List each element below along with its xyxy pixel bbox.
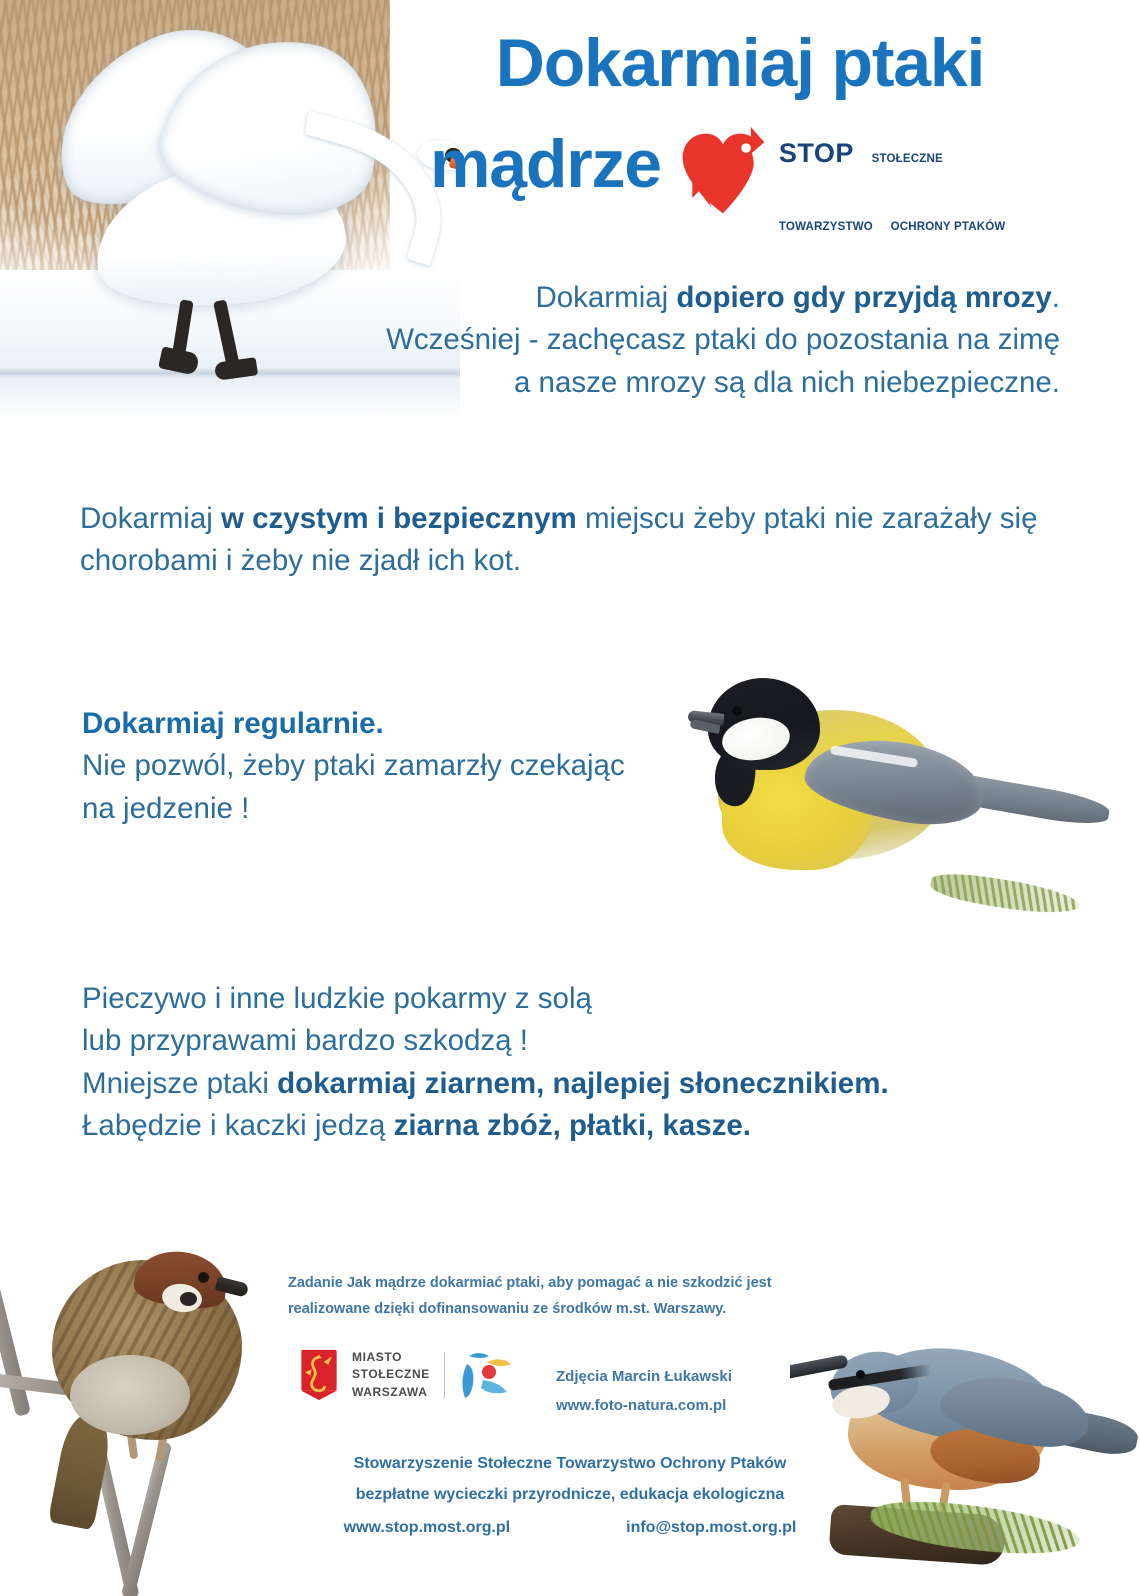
website-link[interactable]: www.stop.most.org.pl	[343, 1519, 511, 1537]
para1-line3: a nasze mrozy są dla nich niebezpieczne.	[513, 365, 1060, 399]
sponsor-yellow-swoosh	[487, 1359, 511, 1366]
para4-line3	[82, 1063, 1052, 1105]
funding-line-2: realizowane dzięki dofinansowaniu ze środków m.st. Warszawy.	[288, 1301, 727, 1318]
para4-line4-bold: ziarna zbóż, płatki, kasze.	[393, 1109, 751, 1143]
para3-line1: Nie pozwól, żeby ptaki	[82, 749, 376, 783]
warsaw-line-3: WARSZAWA	[352, 1384, 428, 1399]
para2-line1	[80, 502, 685, 535]
paragraph-when-to-feed	[300, 277, 1060, 404]
email-link[interactable]: info@stop.most.org.pl	[626, 1519, 797, 1537]
branch-lower-right	[121, 1441, 172, 1596]
sparrow-eye	[198, 1272, 209, 1283]
para1-line1-pre: Dokarmiaj	[535, 281, 677, 314]
heart-shape	[683, 127, 765, 213]
para1-line1-post: .	[1051, 281, 1060, 314]
para3-heading: Dokarmiaj regularnie.	[82, 707, 384, 740]
para4-line4	[82, 1105, 1052, 1147]
warsaw-coat-of-arms-icon	[300, 1349, 338, 1401]
paragraph-feed-regularly	[82, 703, 642, 830]
photo-credit-url[interactable]: www.foto-natura.com.pl	[556, 1397, 727, 1415]
organisation-name: Stowarzyszenie Stołeczne Towarzystwo Ochrony Ptaków	[353, 1455, 787, 1472]
para3-line2: zamarzły czekając na jedzenie !	[82, 749, 625, 825]
sponsor-blue-swoosh	[469, 1353, 489, 1358]
nuthatch-eye	[856, 1370, 865, 1379]
para4-line3-pre: Mniejsze ptaki	[82, 1066, 278, 1100]
para2-line1-pre: Dokarmiaj	[80, 502, 221, 535]
title-line-1: Dokarmiaj ptaki	[495, 25, 985, 101]
para2-line1-bold: w czystym i bezpiecznym	[220, 502, 577, 535]
tit-moss-twig	[929, 868, 1082, 919]
logo-stop-text: STOP	[778, 137, 854, 168]
para1-line1	[300, 277, 1060, 319]
sponsor-red-dot	[482, 1365, 496, 1379]
sponsor-light-blue-form	[481, 1380, 507, 1393]
sponsor-logo-icon	[459, 1348, 515, 1402]
title-line-2-row	[430, 97, 1050, 233]
logo-subtitle-line-2: TOWARZYSTWO	[778, 220, 873, 233]
para1-line2: Wcześniej - zachęcasz ptaki do pozostania na zimę	[386, 323, 1060, 357]
organisation-tagline: bezpłatne wycieczki przyrodnicze, edukacja ekologiczna	[355, 1486, 785, 1504]
paragraph-what-to-feed	[82, 978, 1052, 1148]
sponsor-blue-form	[462, 1364, 473, 1398]
para4-line4-pre: Łabędzie i kaczki jedzą	[82, 1109, 394, 1143]
logo-subtitle-line-1: STOŁECZNE	[871, 152, 943, 165]
logo-divider	[444, 1352, 445, 1398]
title-line-2: mądrze	[430, 126, 661, 203]
poster-title	[430, 25, 1050, 233]
warsaw-line-2: STOŁECZNE	[352, 1367, 430, 1382]
logo-subtitle-line-3: OCHRONY PTAKÓW	[890, 220, 1006, 233]
para2-line1-post: miejscu	[576, 502, 685, 535]
logo-wordmark	[779, 105, 1050, 241]
stop-logo	[675, 105, 1050, 241]
heart-bird-icon	[675, 125, 771, 221]
paragraph-clean-safe-place	[80, 498, 1040, 583]
bird-eye	[741, 143, 751, 153]
warsaw-line-1: MIASTO	[352, 1350, 403, 1365]
sparrow-cheek-spot	[180, 1292, 197, 1306]
funding-line-1: Zadanie Jak mądrze dokarmiać ptaki, aby pomagać a nie szkodzić jest	[288, 1275, 772, 1291]
crest-shield-point	[301, 1391, 336, 1400]
para1-line1-bold: dopiero gdy przyjdą mrozy	[676, 281, 1052, 314]
para4-line3-bold: dokarmiaj ziarnem, najlepiej słonecznikiem.	[277, 1066, 889, 1100]
great-tit-photo	[660, 650, 1120, 950]
contact-links	[200, 1512, 940, 1543]
para2-line2: żeby ptaki nie zarażały się chorobami i żeby nie zjadł ich kot.	[80, 502, 1038, 578]
tit-eye	[732, 706, 742, 716]
funding-note	[288, 1270, 818, 1323]
para4-line1: Pieczywo i inne ludzkie pokarmy z solą	[82, 982, 592, 1015]
sparrow-belly	[70, 1355, 190, 1435]
warsaw-wordmark	[352, 1349, 430, 1400]
footer-contact	[200, 1448, 940, 1544]
photo-credit	[556, 1362, 816, 1421]
para4-line2: lub przyprawami bardzo szkodzą !	[82, 1024, 528, 1058]
photo-credit-author: Zdjęcia Marcin Łukawski	[556, 1368, 732, 1385]
